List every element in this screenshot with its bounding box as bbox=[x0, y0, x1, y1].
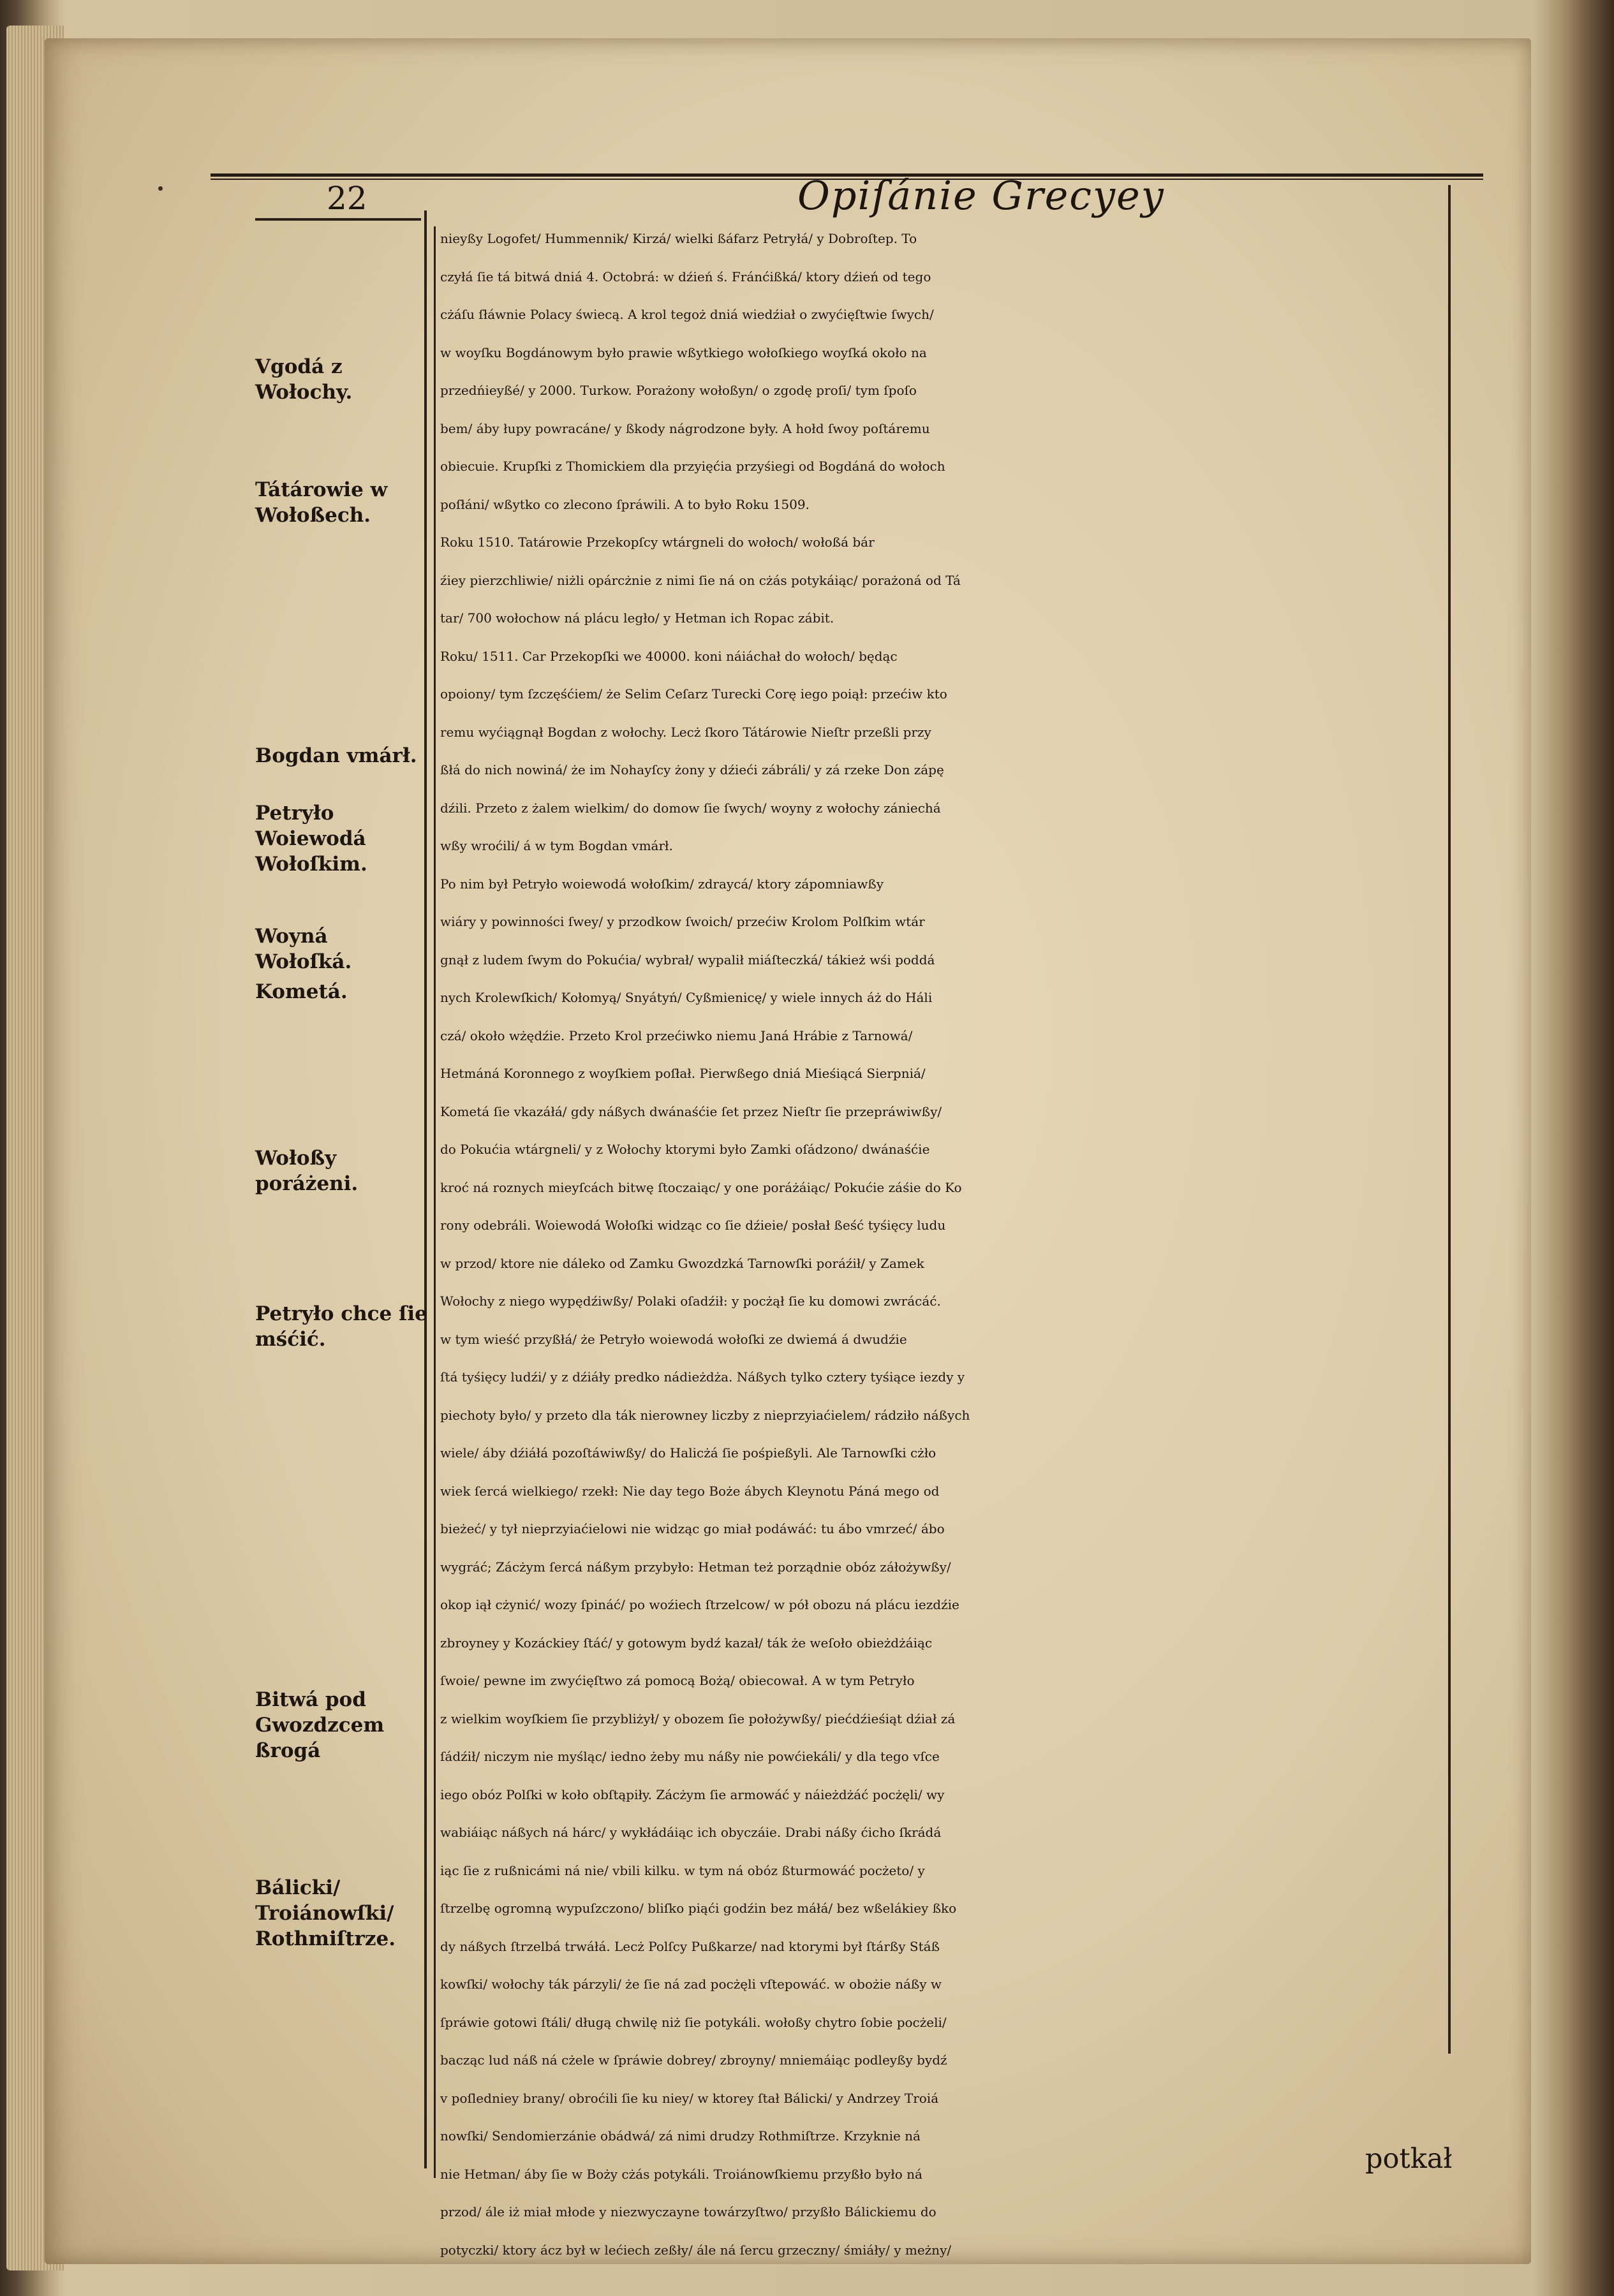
text-column-rule bbox=[434, 226, 436, 2178]
text-line: Po nim był Petryło woiewodá wołoſkim/ zdraycá/ ktory zápomniawßy bbox=[440, 876, 884, 892]
text-line: wiáry y powinności ſwey/ y przodkow ſwoich/ przećiw Krolom Polſkim wtár bbox=[440, 914, 925, 929]
text-line: Wołochy z niego wypędźiwßy/ Polaki oſadźił: y pocżął ſie ku domowi zwrácáć. bbox=[440, 1293, 941, 1309]
text-line: przod/ ále iż miał młode y niezwyczayne towárzyſtwo/ przyßło Bálickiemu do bbox=[440, 2204, 937, 2219]
text-line: w woyſku Bogdánowym było prawie wßytkiego wołoſkiego woyſká około na bbox=[440, 344, 927, 360]
margin-note: Petryło Woiewodá Wołoſkim. bbox=[255, 802, 367, 876]
margin-note: Petryło chce ſie mśćić. bbox=[255, 1302, 427, 1351]
text-line: nie Hetman/ áby ſie w Boży cżás potykáli. Troiánowſkiemu przyßło było ná bbox=[440, 2166, 922, 2182]
text-line: nieyßy Logofet/ Hummennik/ Kirzá/ wielki ßáfarz Petryłá/ y Dobroſtep. To bbox=[440, 231, 917, 246]
text-line: wygráć; Zácżym ſercá náßym przybyło: Hetman też porządnie obóz záłożywßy/ bbox=[440, 1559, 951, 1575]
text-line: Kometá ſie vkazáłá/ gdy náßych dwánaśćie ſet przez Nieſtr ſie przepráwiwßy/ bbox=[440, 1103, 942, 1119]
margin-note: Kometá. bbox=[255, 980, 348, 1003]
margin-note: Bogdan vmárł. bbox=[255, 744, 417, 767]
catchword: potkał bbox=[1365, 2143, 1453, 2175]
text-line: opoiony/ tym ſzczęśćiem/ że Selim Ceſarz Turecki Corę iego poiął: przećiw kto bbox=[440, 686, 947, 702]
text-line: dźili. Przeto z żalem wielkim/ do domow ſie ſwych/ woyny z wołochy zániechá bbox=[440, 800, 941, 816]
margin-note: Woyná Wołoſká. bbox=[255, 925, 352, 973]
text-line: ſtá tyśięcy ludźi/ y z dźiáły predko nádieżdża. Náßych tylko cztery tyśiące iezdy y bbox=[440, 1369, 965, 1385]
text-line: wiek ſercá wielkiego/ rzekł: Nie day tego Boże ábych Kleynotu Páná mego od bbox=[440, 1483, 940, 1499]
text-line: gnął z ludem ſwym do Pokućia/ wybrał/ wypalił miáſteczká/ tákież wśi poddá bbox=[440, 952, 935, 968]
text-line: w tym wieść przyßłá/ że Petryło woiewodá wołoſki ze dwiemá á dwudźie bbox=[440, 1331, 907, 1347]
body-text bbox=[440, 220, 1448, 2269]
text-line: dy náßych ſtrzelbá trwáłá. Lecż Polſcy Pußkarze/ nad ktorymi był ſtárßy Stáß bbox=[440, 1938, 940, 1954]
text-line: Roku/ 1511. Car Przekopſki we 40000. koni náiáchał do wołoch/ będąc bbox=[440, 648, 898, 664]
margin-header-rule bbox=[255, 218, 421, 221]
text-line: wiele/ áby dźiáłá pozoſtáwiwßy/ do Halicżá ſie pośpießyli. Ale Tarnowſki cżło bbox=[440, 1445, 937, 1461]
text-line: potyczki/ ktory ácz był w lećiech zeßły/ ále ná ſercu grzeczny/ śmiáły/ y meżny/ bbox=[440, 2242, 952, 2258]
text-line: wßy wroćili/ á w tym Bogdan vmárł. bbox=[440, 838, 673, 853]
text-line: ſtrzelbę ogromną wypuſzczono/ bliſko piąći godźin bez máłá/ bez wßelákiey ßko bbox=[440, 1901, 957, 1916]
margin-note: Tátárowie w Wołoßech. bbox=[255, 478, 388, 527]
text-right-rule bbox=[1448, 185, 1451, 2054]
text-line: czá/ około wżędźie. Przeto Krol przećiwko niemu Janá Hrábie z Tarnowá/ bbox=[440, 1027, 913, 1043]
margin-note: Bitwá pod Gwozdzcem ßrogá bbox=[255, 1688, 385, 1762]
text-line: przedńieyßé/ y 2000. Turkow. Porażony wołoßyn/ o zgodę proſi/ tym ſpoſo bbox=[440, 383, 917, 398]
text-line: z wielkim woyſkiem ſie przybliżył/ y obozem ſie położywßy/ piećdźieśiąt dźiał zá bbox=[440, 1711, 956, 1726]
text-line: tar/ 700 wołochow ná plácu legło/ y Hetman ich Ropac zábit. bbox=[440, 610, 834, 626]
text-line: ßłá do nich nowiná/ że im Nohayſcy żony y dźieći zábráli/ y zá rzeke Don zápę bbox=[440, 762, 944, 777]
margin-note: Vgodá z Wołochy. bbox=[255, 355, 353, 404]
text-line: obiecuie. Krupſki z Thomickiem dla przyięćia przyśiegi od Bogdáná do wołoch bbox=[440, 459, 945, 474]
running-head: Opiſánie Grecyey bbox=[797, 172, 1165, 219]
margin-note: Wołoßy poráżeni. bbox=[255, 1147, 359, 1195]
margin-note: Bálicki/ Troiánowſki/ Rothmiſtrze. bbox=[255, 1876, 396, 1950]
text-line: poſłáni/ wßytko co zlecono ſpráwili. A to było Roku 1509. bbox=[440, 496, 810, 512]
text-line: czyłá ſie tá bitwá dniá 4. Octobrá: w dźień ś. Fránćißká/ ktory dźień od tego bbox=[440, 269, 931, 284]
text-line: ſádźił/ niczym nie myśląc/ iedno żeby mu náßy nie powćiekáli/ y dla tego vſce bbox=[440, 1749, 940, 1764]
text-line: ſpráwie gotowi ſtáli/ długą chwilę niż ſie potykáli. wołoßy chytro ſobie pocżeli/ bbox=[440, 2014, 947, 2030]
text-line: bieżeć/ y tył nieprzyiaćielowi nie widząc go miał podáwáć: tu ábo vmrzeć/ ábo bbox=[440, 1521, 945, 1536]
text-line: iąc ſie z rußnicámi ná nie/ vbili kilku. w tym ná obóz ßturmowáć pocżeto/ y bbox=[440, 1862, 925, 1878]
text-line: remu wyćiągnął Bogdan z wołochy. Lecż ſkoro Tátárowie Nieſtr przeßli przy bbox=[440, 724, 931, 740]
text-line: źiey pierzchliwie/ niżli opárcżnie z nimi ſie ná on cżás potykáiąc/ porażoná od Tá bbox=[440, 572, 961, 588]
text-line: ſwoie/ pewne im zwyćięſtwo zá pomocą Bożą/ obiecował. A w tym Petryło bbox=[440, 1673, 915, 1688]
text-line: Roku 1510. Tatárowie Przekopſcy wtárgneli do wołoch/ wołoßá bár bbox=[440, 534, 875, 550]
text-line: rony odebráli. Woiewodá Wołoſki widząc co ſie dźieie/ posłał ßeść tyśięcy ludu bbox=[440, 1218, 946, 1233]
text-line: do Pokućia wtárgneli/ y z Wołochy ktorymi było Zamki oſádzono/ dwánaśćie bbox=[440, 1142, 930, 1157]
text-line: wabiáiąc náßych ná hárc/ y wykłádáiąc ich obyczáie. Drabi náßy ćicho ſkrádá bbox=[440, 1825, 942, 1840]
text-line: bem/ áby łupy powracáne/ y ßkody nágrodzone były. A hołd ſwoy poſtáremu bbox=[440, 420, 930, 436]
ink-speck bbox=[158, 186, 163, 191]
text-line: cżáſu ſłáwnie Polacy świecą. A krol tegoż dniá wiedźiał o zwyćięſtwie ſwych/ bbox=[440, 307, 934, 322]
text-line: okop iął cżynić/ wozy ſpináć/ po woźiech ſtrzelcow/ w pół obozu ná plácu iezdźie bbox=[440, 1597, 959, 1612]
text-line: zbroyney y Kozáckiey ſtáć/ y gotowym bydź kazał/ ták że weſoło obieżdżáiąc bbox=[440, 1635, 933, 1651]
text-line: iego obóz Polſki w koło obſtąpiły. Zácżym ſie armowáć y náieżdżáć pocżęli/ wy bbox=[440, 1786, 945, 1802]
text-line: v poſledniey brany/ obroćili ſie ku niey/ w ktorey ſtał Bálicki/ y Andrzey Troiá bbox=[440, 2090, 939, 2106]
text-line: nych Krolewſkich/ Kołomyą/ Snyátyń/ Cyßmienicę/ y wiele innych áż do Háli bbox=[440, 990, 933, 1005]
text-line: kroć ná roznych mieyſcách bitwę ſtoczaiąc/ y one poráżáiąc/ Pokućie záśie do Ko bbox=[440, 1179, 962, 1195]
text-line: w przod/ ktore nie dáleko od Zamku Gwozdzká Tarnowſki poráźił/ y Zamek bbox=[440, 1255, 924, 1271]
text-line: piechoty było/ y przeto dla ták nierowney liczby z nieprzyiaćielem/ rádziło náßych bbox=[440, 1407, 970, 1423]
text-line: bacząc lud náß ná cżele w ſpráwie dobrey/ zbroyny/ mniemáiąc podleyßy bydź bbox=[440, 2052, 947, 2068]
text-line: nowſki/ Sendomierzánie obádwá/ zá nimi drudzy Rothmiſtrze. Krzyknie ná bbox=[440, 2128, 921, 2144]
page-number: 22 bbox=[327, 180, 367, 217]
text-line: Hetmáná Koronnego z woyſkiem poſłał. Pierwßego dniá Mieśiącá Sierpniá/ bbox=[440, 1066, 926, 1081]
text-line: kowſki/ wołochy ták párzyli/ że ſie ná zad pocżęli vſtepowáć. w obożie náßy w bbox=[440, 1976, 942, 1992]
